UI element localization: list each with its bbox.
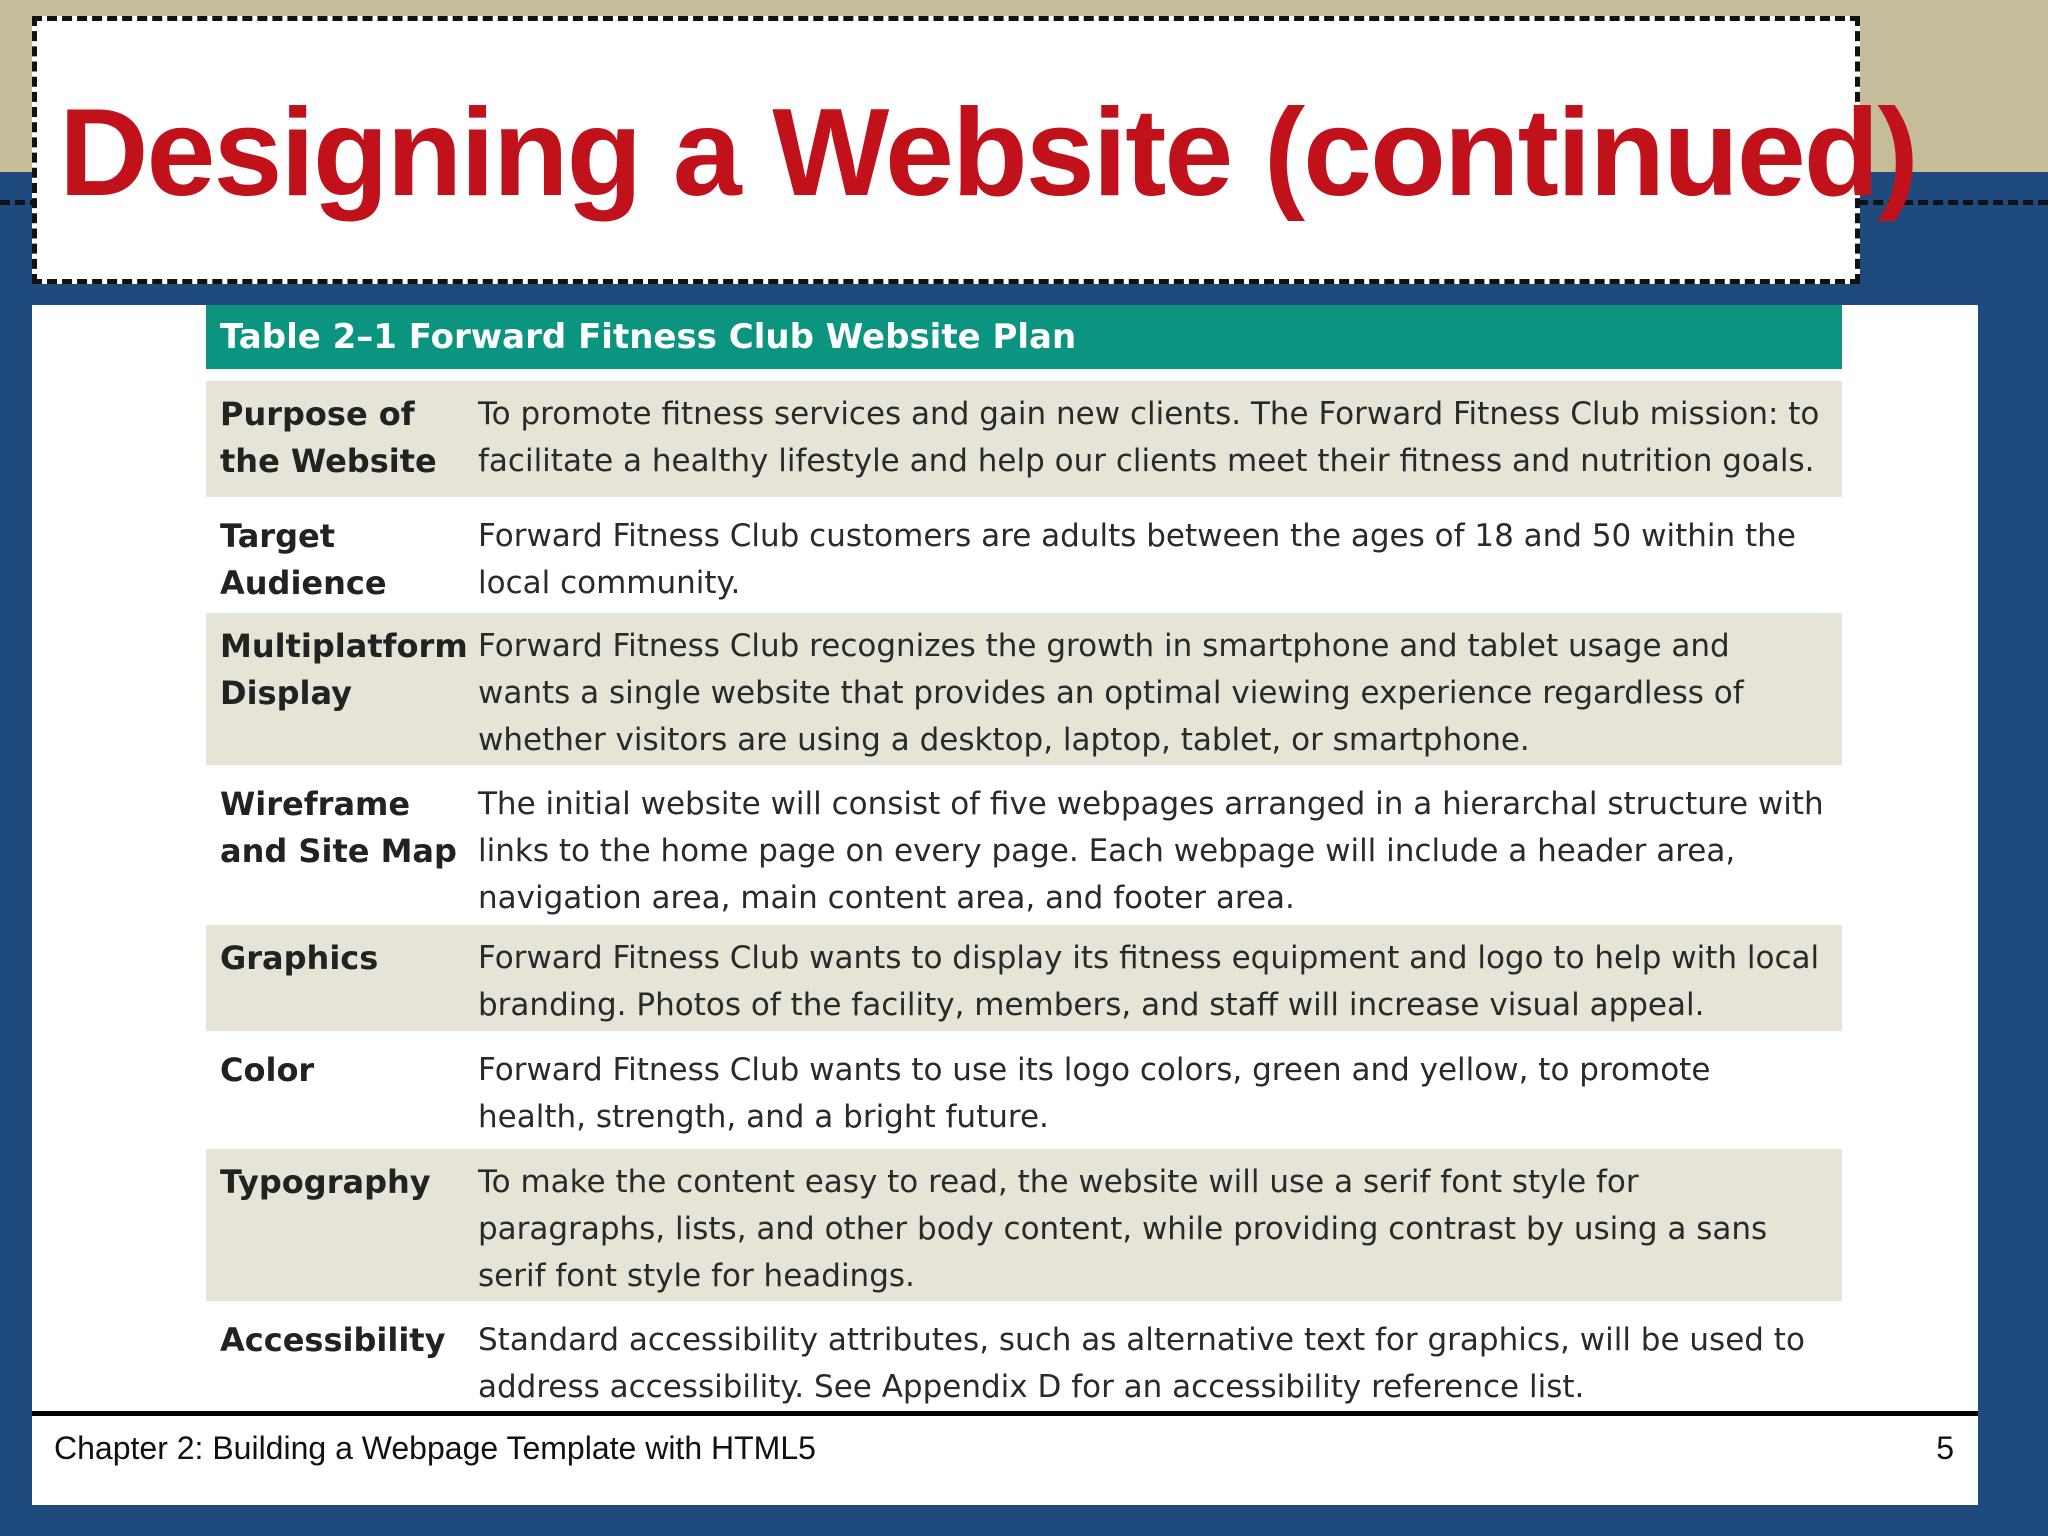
row-label: Typography — [220, 1163, 431, 1201]
website-plan-table — [206, 305, 1842, 1417]
footer-divider — [32, 1411, 1978, 1416]
row-label: Accessibility — [220, 1321, 446, 1359]
table-row — [206, 925, 1842, 1031]
row-text: To promote fitness services and gain new clients. The Forward Fitness Club mission: to facilitate a healthy lifestyle and help our clients meet their fitness and nutrition goals. — [478, 396, 1820, 479]
table-row — [206, 613, 1842, 765]
row-label: Color — [220, 1051, 315, 1089]
title-box — [32, 16, 1917, 284]
table-row — [206, 503, 1842, 607]
row-label: Multiplatform Display — [220, 627, 468, 712]
table-row — [206, 1037, 1842, 1143]
table-caption: Table 2–1 Forward Fitness Club Website Plan — [206, 305, 1842, 369]
row-label: Target Audience — [220, 517, 387, 602]
table-rows — [206, 381, 1842, 1411]
content-area — [32, 305, 1978, 1505]
row-text: Forward Fitness Club recognizes the growth in smartphone and tablet usage and wants a single website that provides an optimal viewing experience regardless of whether visitors are using a desktop, laptop, tablet, or smartphone. — [478, 628, 1744, 758]
row-label: Purpose of the Website — [220, 395, 437, 480]
slide-title: Designing a Website (continued) — [59, 84, 1917, 222]
table-row — [206, 1307, 1842, 1411]
row-text: Standard accessibility attributes, such as alternative text for graphics, will be used to address accessibility. See Appendix D for an accessibility reference list. — [478, 1322, 1805, 1405]
row-text: Forward Fitness Club wants to display its fitness equipment and logo to help with local branding. Photos of the facility, members, and staff will increase visual appeal. — [478, 940, 1820, 1023]
row-text: The initial website will consist of five webpages arranged in a hierarchal structure with links to the home page on every page. Each webpage will include a header area, navigation area, main content area, and footer area. — [478, 786, 1824, 916]
row-text: Forward Fitness Club customers are adults between the ages of 18 and 50 within the local community. — [478, 518, 1796, 601]
row-text: To make the content easy to read, the website will use a serif font style for paragraphs, lists, and other body content, while providing contrast by using a sans serif font style for headings. — [478, 1164, 1768, 1294]
row-text: Forward Fitness Club wants to use its logo colors, green and yellow, to promote health, strength, and a bright future. — [478, 1052, 1711, 1135]
page-number: 5 — [1936, 1430, 1954, 1466]
table-row — [206, 771, 1842, 919]
row-label: Wireframe and Site Map — [220, 785, 457, 870]
table-row — [206, 1149, 1842, 1301]
table-row — [206, 381, 1842, 497]
footer-chapter: Chapter 2: Building a Webpage Template with HTML5 — [54, 1430, 816, 1466]
row-label: Graphics — [220, 939, 379, 977]
